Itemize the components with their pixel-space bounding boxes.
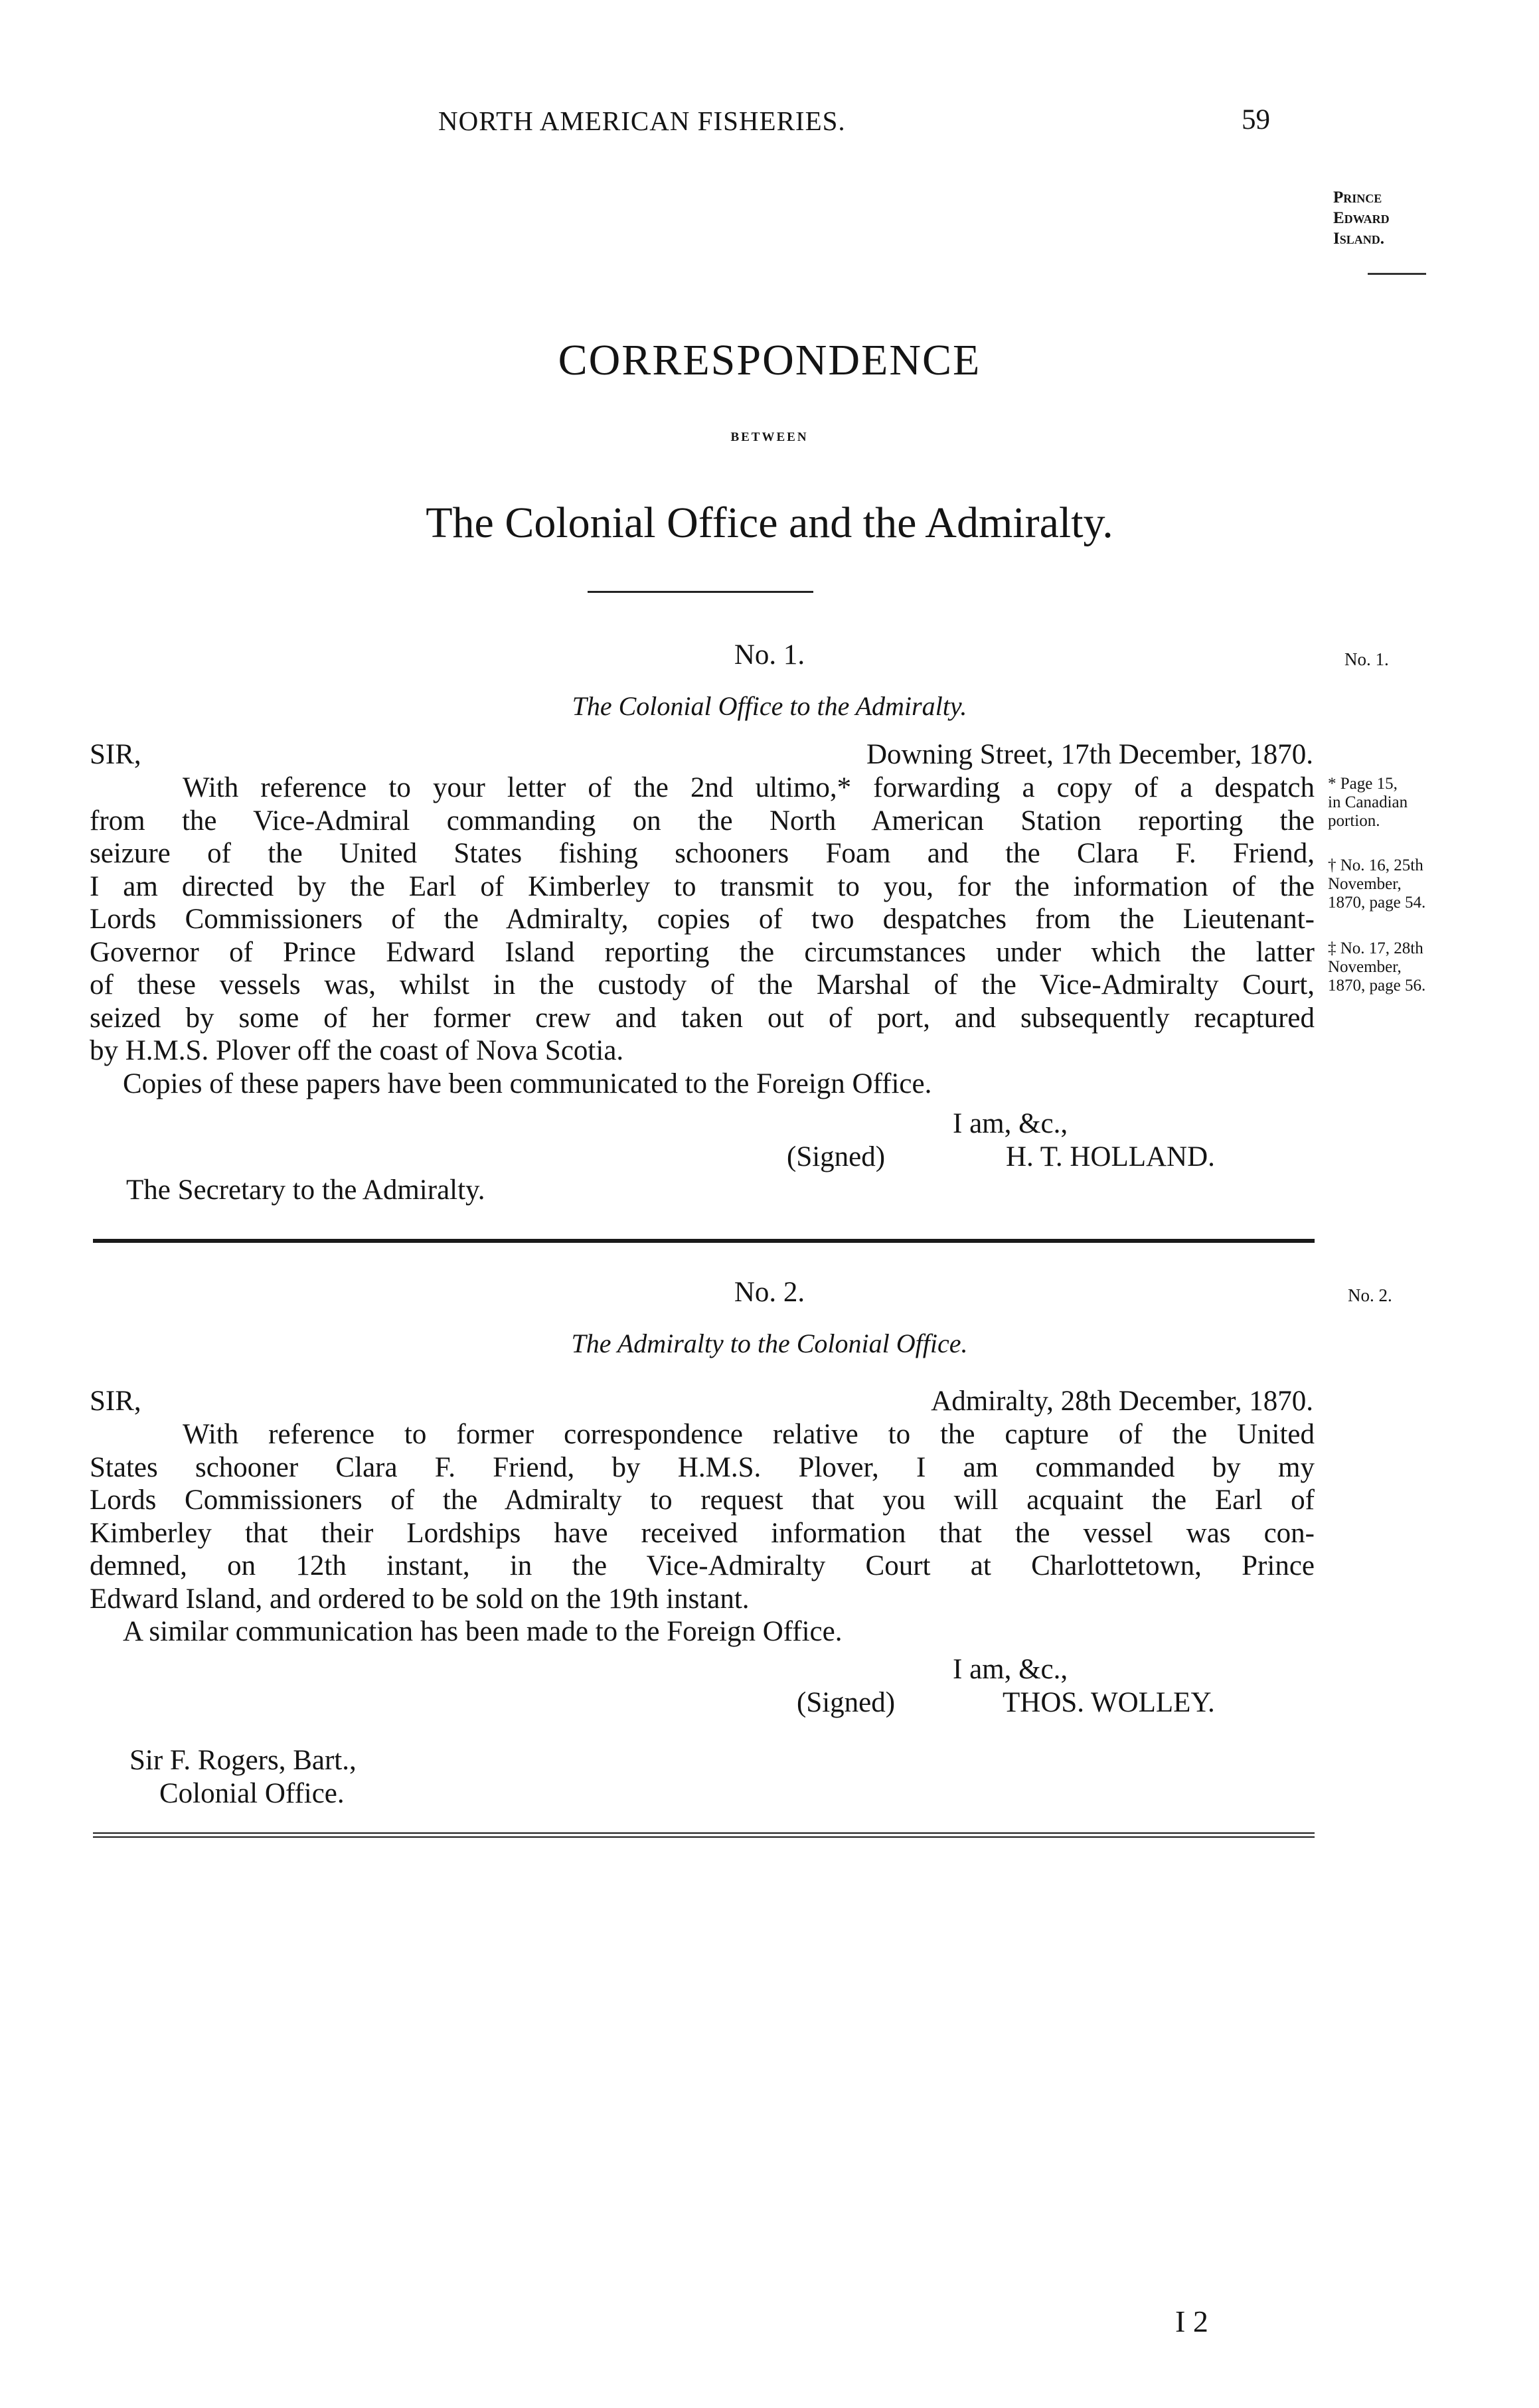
letter1-closing: I am, &c., bbox=[953, 1108, 1068, 1139]
letter1-body bbox=[90, 771, 1315, 1100]
letter1-number: No. 1. bbox=[734, 639, 805, 671]
letter1-margin-note-2 bbox=[1328, 856, 1481, 912]
letter1-margin-note-1 bbox=[1328, 775, 1481, 831]
margin-note-line: 1870, page 56. bbox=[1328, 977, 1426, 995]
margin-note-line: 1870, page 54. bbox=[1328, 894, 1426, 912]
signature-mark: I 2 bbox=[1175, 2304, 1208, 2338]
letter1-margin-number: No. 1. bbox=[1344, 649, 1389, 669]
letter2-paragraph2: A similar communication has been made to the Foreign Office. bbox=[123, 1616, 843, 1647]
running-title: NORTH AMERICAN FISHERIES. bbox=[438, 106, 846, 136]
margin-note-line: November, bbox=[1328, 958, 1402, 976]
letter1-line: With reference to your letter of the 2nd ultimo,* forwarding a copy of a despatch bbox=[183, 772, 1315, 803]
margin-note-line: † No. 16, 25th bbox=[1328, 856, 1423, 874]
title-between: BETWEEN bbox=[730, 430, 809, 444]
side-heading-line: Edward bbox=[1333, 209, 1390, 227]
letter1-line: I am directed by the Earl of Kimberley to transmit to you, for the information of the bbox=[90, 870, 1315, 902]
letter2-line: Edward Island, and ordered to be sold on the 19th instant. bbox=[90, 1583, 750, 1615]
page-number: 59 bbox=[1242, 104, 1270, 135]
section-rule bbox=[93, 1836, 1315, 1838]
margin-note-line: November, bbox=[1328, 875, 1402, 893]
letter2-addressee-line: Sir F. Rogers, Bart., bbox=[129, 1745, 357, 1776]
letter1-line: seized by some of her former crew and taken out of port, and subsequently recaptured bbox=[90, 1002, 1315, 1034]
letter1-place-date: Downing Street, 17th December, 1870. bbox=[866, 739, 1313, 770]
main-title: CORRESPONDENCE bbox=[558, 336, 981, 384]
letter1-paragraph2: Copies of these papers have been communicated to the Foreign Office. bbox=[123, 1068, 932, 1099]
letter2-line: States schooner Clara F. Friend, by H.M.S. Plover, I am commanded by my bbox=[90, 1451, 1315, 1483]
letter1-line: by H.M.S. Plover off the coast of Nova Scotia. bbox=[90, 1035, 624, 1066]
letter2-salutation: SIR, bbox=[90, 1386, 141, 1417]
letter1-line: Lords Commissioners of the Admiralty, copies of two despatches from the Lieutenant- bbox=[90, 904, 1315, 935]
side-heading bbox=[1333, 187, 1479, 249]
letter1-addressee: The Secretary to the Admiralty. bbox=[126, 1174, 485, 1206]
letter2-from-to: The Admiralty to the Colonial Office. bbox=[571, 1328, 968, 1358]
letter1-signature: H. T. HOLLAND. bbox=[1006, 1141, 1215, 1172]
letter1-signed-label: (Signed) bbox=[787, 1141, 886, 1172]
letter2-line: demned, on 12th instant, in the Vice-Admiralty Court at Charlottetown, Prince bbox=[90, 1550, 1315, 1581]
letter1-line: Governor of Prince Edward Island reporting the circumstances under which the latter bbox=[90, 936, 1315, 968]
letter2-margin-number: No. 2. bbox=[1348, 1285, 1392, 1305]
margin-note-line: ‡ No. 17, 28th bbox=[1328, 939, 1423, 957]
letter2-signed-label: (Signed) bbox=[797, 1687, 896, 1718]
letter2-line: With reference to former correspondence relative to the capture of the United bbox=[183, 1419, 1315, 1450]
letter2-line: Kimberley that their Lordships have received information that the vessel was con- bbox=[90, 1517, 1315, 1549]
subtitle: The Colonial Office and the Admiralty. bbox=[426, 499, 1113, 547]
section-rule bbox=[93, 1239, 1315, 1243]
side-heading-line: Island. bbox=[1333, 230, 1384, 248]
letter2-closing: I am, &c., bbox=[953, 1654, 1068, 1685]
letter2-body bbox=[90, 1418, 1315, 1648]
letter2-number: No. 2. bbox=[734, 1277, 805, 1308]
side-heading-line: Prince bbox=[1333, 189, 1382, 206]
section-rule bbox=[93, 1832, 1315, 1834]
letter1-line: of these vessels was, whilst in the custody of the Marshal of the Vice-Admiralty Court, bbox=[90, 969, 1315, 1001]
letter2-line: Lords Commissioners of the Admiralty to request that you will acquaint the Earl of bbox=[90, 1485, 1315, 1516]
letter2-addressee-line: Colonial Office. bbox=[159, 1778, 345, 1809]
letter1-salutation: SIR, bbox=[90, 739, 141, 770]
title-rule bbox=[588, 591, 813, 593]
margin-note-line: in Canadian bbox=[1328, 793, 1408, 811]
letter1-line: seizure of the United States fishing schooners Foam and the Clara F. Friend, bbox=[90, 838, 1315, 869]
margin-note-line: * Page 15, bbox=[1328, 775, 1398, 793]
letter1-from-to: The Colonial Office to the Admiralty. bbox=[572, 691, 967, 721]
letter2-place-date: Admiralty, 28th December, 1870. bbox=[931, 1386, 1313, 1417]
letter2-signature: THOS. WOLLEY. bbox=[1003, 1687, 1215, 1718]
margin-note-line: portion. bbox=[1328, 812, 1380, 830]
side-heading-rule bbox=[1368, 273, 1426, 275]
letter1-margin-note-3 bbox=[1328, 939, 1481, 995]
letter1-line: from the Vice-Admiral commanding on the North American Station reporting the bbox=[90, 805, 1315, 837]
